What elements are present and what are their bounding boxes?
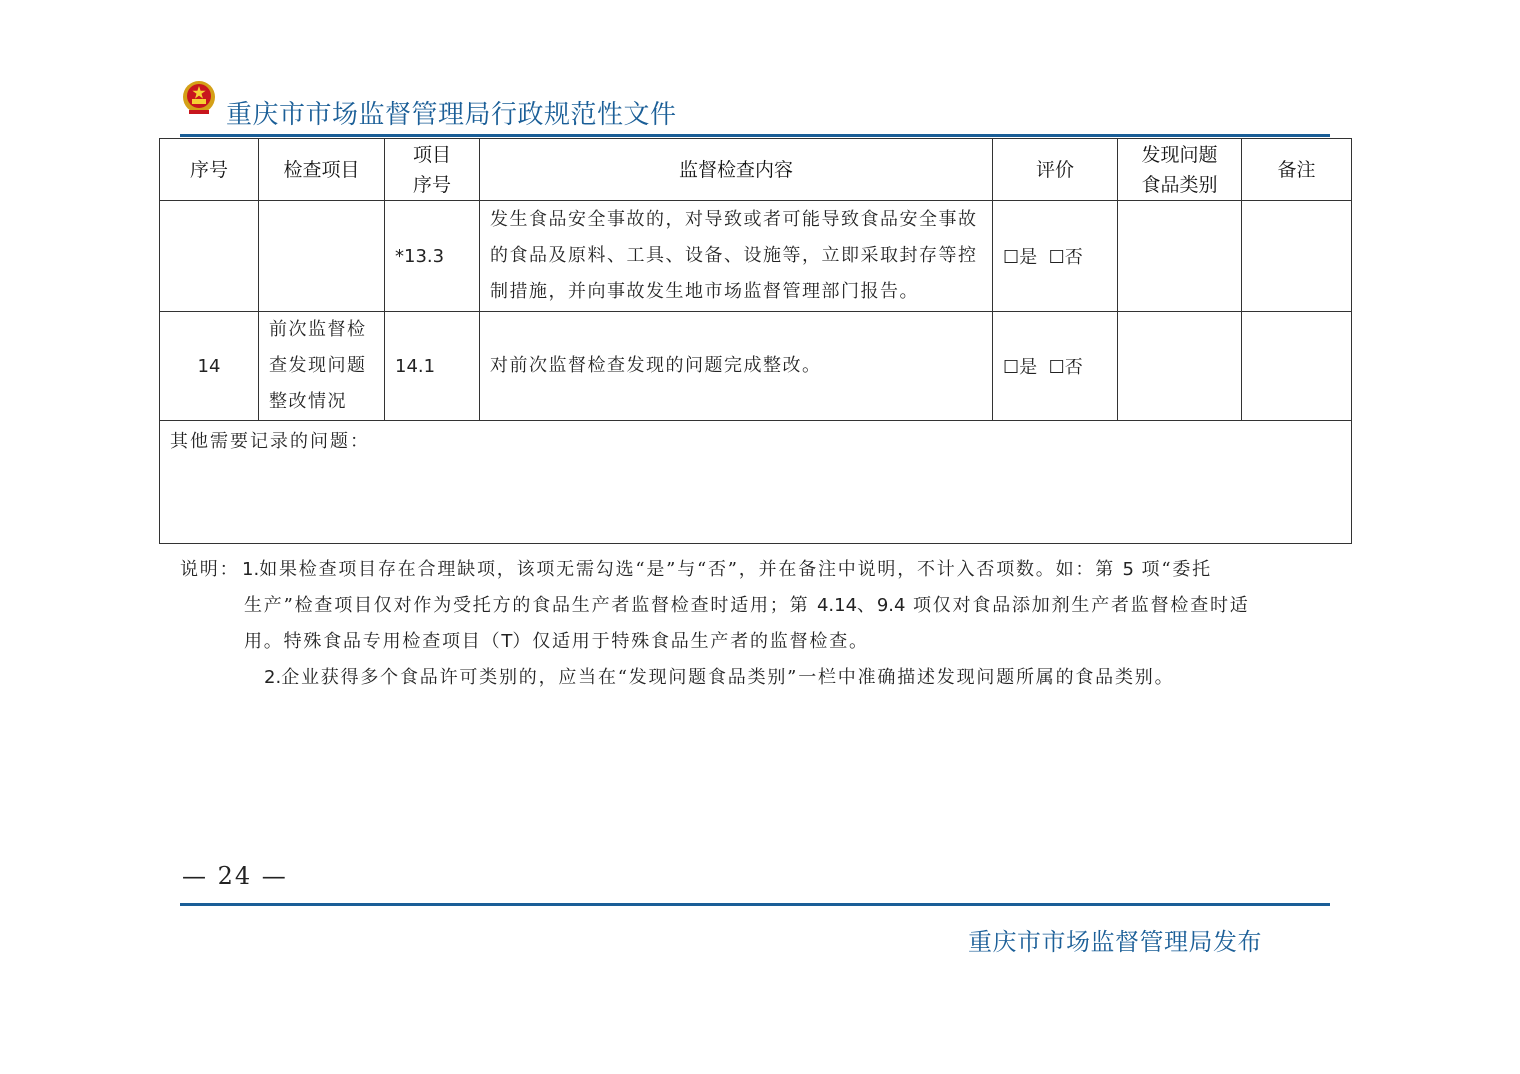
note1-line3-a: 用。特殊食品专用检查项目（: [244, 631, 502, 652]
row-remark: [1242, 201, 1352, 312]
notes-section: [180, 552, 1320, 696]
note1-line3: [180, 624, 1320, 660]
note2-text: 企业获得多个食品许可类别的，应当在“发现问题食品类别”一栏中准确描述发现问题所属的食品类别。: [281, 667, 1175, 688]
header-divider: [180, 134, 1330, 137]
row-item-seq: *13.3: [385, 201, 480, 312]
note1-ref-94: 9.4: [876, 595, 906, 616]
note1-text-a: 如果检查项目存在合理缺项，该项无需勾选“是”与“否”，并在备注中说明，不计入否项数。如：第: [259, 559, 1115, 580]
note1-ref-414: 4.14: [816, 595, 858, 616]
header-content: 监督检查内容: [480, 139, 993, 201]
row-item-seq: 14.1: [385, 312, 480, 421]
header-evaluation: 评价: [993, 139, 1118, 201]
checkbox-no[interactable]: ☐: [1048, 357, 1065, 378]
header-remark: 备注: [1242, 139, 1352, 201]
footer-org: 重庆市市场监督管理局发布: [968, 928, 1262, 956]
other-issues-cell[interactable]: [160, 421, 1352, 544]
note1-line2-b: 项仅对食品添加剂生产者监督检查时适: [913, 595, 1250, 616]
checkbox-yes[interactable]: ☐: [1003, 247, 1020, 268]
note1-line1: [180, 552, 1320, 588]
footer-divider: [180, 903, 1330, 906]
table-header-row: [160, 139, 1352, 201]
notes-label: 说明：: [180, 559, 240, 580]
checkbox-no[interactable]: ☐: [1048, 247, 1065, 268]
other-issues-row: [160, 421, 1352, 544]
row-category: [1118, 201, 1242, 312]
row-seq: [160, 201, 259, 312]
note1-t: T: [501, 631, 513, 652]
header-item-seq-line2: 序号: [412, 173, 451, 196]
header-seq: 序号: [160, 139, 259, 201]
note1-sep: 、: [857, 595, 877, 616]
note1-number: 1.: [242, 559, 260, 580]
label-no: 否: [1064, 357, 1083, 378]
note1-line2: [180, 588, 1320, 624]
row-seq: 14: [160, 312, 259, 421]
label-no: 否: [1064, 247, 1083, 268]
inspection-table: [159, 138, 1352, 544]
other-issues-label: 其他需要记录的问题：: [170, 431, 370, 452]
note2-line: [180, 660, 1320, 696]
note2-number: 2.: [264, 667, 282, 688]
label-yes: 是: [1019, 357, 1038, 378]
national-emblem-icon: [181, 80, 217, 116]
table-row: [160, 312, 1352, 421]
table-row: [160, 201, 1352, 312]
header-category-line2: 食品类别: [1141, 173, 1218, 196]
header-category-line1: 发现问题: [1141, 143, 1218, 166]
header-item-seq-line1: 项目: [412, 143, 451, 166]
row-item: 前次监督检查发现问题整改情况: [259, 312, 385, 421]
row-content: 发生食品安全事故的，对导致或者可能导致食品安全事故的食品及原料、工具、设备、设施等，立即采取封存等控制措施，并向事故发生地市场监督管理部门报告。: [480, 201, 993, 312]
row-item: [259, 201, 385, 312]
checkbox-yes[interactable]: ☐: [1003, 357, 1020, 378]
row-remark: [1242, 312, 1352, 421]
row-evaluation: [993, 312, 1118, 421]
header-category: [1118, 139, 1242, 201]
header-item-seq: [385, 139, 480, 201]
document-header-title: 重庆市市场监督管理局行政规范性文件: [226, 100, 677, 130]
note1-line2-a: 生产”检查项目仅对作为受托方的食品生产者监督检查时适用；第: [244, 595, 810, 616]
header-item: 检查项目: [259, 139, 385, 201]
row-content: 对前次监督检查发现的问题完成整改。: [480, 312, 993, 421]
note1-text-b: 项“委托: [1141, 559, 1212, 580]
page-number: — 24 —: [182, 862, 288, 890]
label-yes: 是: [1019, 247, 1038, 268]
note1-ref-5: 5: [1122, 559, 1134, 580]
note1-line3-b: ）仅适用于特殊食品生产者的监督检查。: [512, 631, 869, 652]
row-evaluation: [993, 201, 1118, 312]
row-category: [1118, 312, 1242, 421]
